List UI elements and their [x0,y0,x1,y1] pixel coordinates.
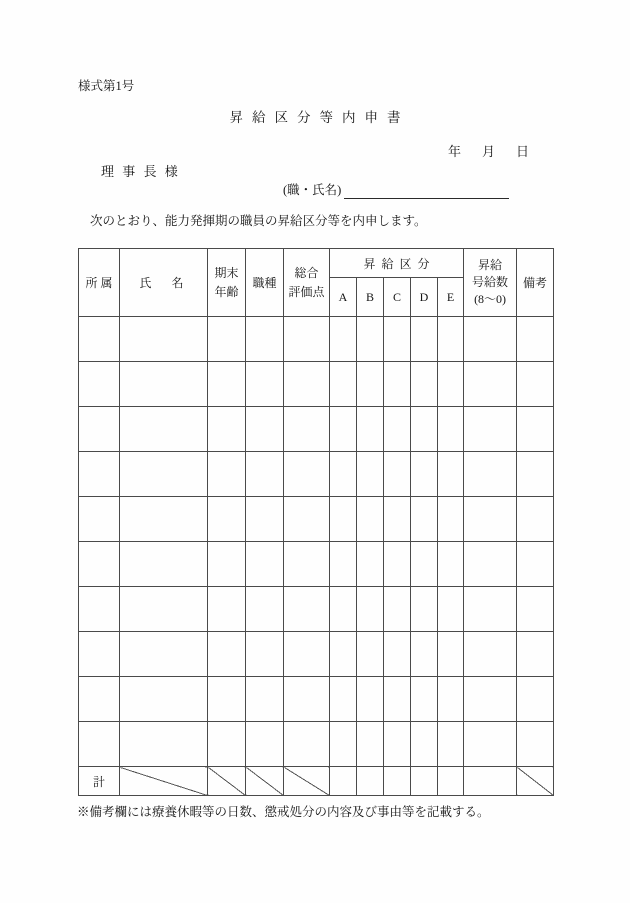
age-cell-empty [208,452,246,497]
grade-d-cell-empty [411,677,438,722]
affiliation-cell-empty [79,317,120,362]
total-age-cell-crossed [208,767,246,796]
grade-e-cell-empty [438,722,464,767]
date-line: 年 月 日 [448,144,534,159]
grade-d-cell-empty [411,452,438,497]
signature-underline [344,184,509,199]
name-cell-empty [120,677,208,722]
grade-a-cell-empty [330,407,357,452]
grade-c-cell-empty [384,632,411,677]
age-cell-empty [208,632,246,677]
affiliation-cell-empty [79,452,120,497]
steps-cell-empty [464,452,517,497]
grade-c-cell-empty [384,317,411,362]
steps-cell-empty [464,362,517,407]
grade-e-cell-empty [438,497,464,542]
grade-a-cell-empty [330,542,357,587]
name-cell-empty [120,362,208,407]
signature-label: (職・氏名) [283,183,342,197]
grade-a-cell-empty [330,722,357,767]
steps-cell-empty [464,317,517,362]
age-cell-empty [208,497,246,542]
total-grade-c-cell [384,767,411,796]
addressee: 理 事 長 様 [101,164,178,179]
grade-c-cell-empty [384,677,411,722]
remarks-cell-empty [517,497,554,542]
grade-b-cell-empty [357,632,384,677]
col-header-grade-a: A [330,278,357,317]
name-cell-empty [120,497,208,542]
jobtype-cell-empty [246,497,284,542]
score-cell-empty [284,587,330,632]
table-row [79,722,554,767]
jobtype-cell-empty [246,632,284,677]
remarks-cell-empty [517,362,554,407]
score-cell-empty [284,677,330,722]
total-grade-d-cell [411,767,438,796]
table-row [79,452,554,497]
total-grade-a-cell [330,767,357,796]
age-cell-empty [208,677,246,722]
col-header-affiliation: 所 属 [79,249,120,317]
total-steps-cell [464,767,517,796]
age-cell-empty [208,542,246,587]
table-row [79,317,554,362]
col-header-remarks: 備考 [517,249,554,317]
grade-b-cell-empty [357,452,384,497]
col-header-period-end-age: 期末 年齢 [208,249,246,317]
remarks-cell-empty [517,542,554,587]
col-header-raise-grade-group: 昇 給 区 分 [330,249,464,278]
grade-c-cell-empty [384,587,411,632]
table-row [79,497,554,542]
col-header-overall-score: 総合 評価点 [284,249,330,317]
steps-cell-empty [464,497,517,542]
remarks-cell-empty [517,722,554,767]
grade-b-cell-empty [357,722,384,767]
age-cell-empty [208,407,246,452]
score-cell-empty [284,407,330,452]
grade-d-cell-empty [411,362,438,407]
steps-cell-empty [464,587,517,632]
col-header-name: 氏 名 [120,249,208,317]
col-header-raise-steps: 昇給 号給数 (8〜0) [464,249,517,317]
grade-a-cell-empty [330,362,357,407]
jobtype-cell-empty [246,677,284,722]
grade-a-cell-empty [330,317,357,362]
total-jobtype-cell-crossed [246,767,284,796]
name-cell-empty [120,542,208,587]
remarks-cell-empty [517,407,554,452]
grade-a-cell-empty [330,587,357,632]
grade-e-cell-empty [438,407,464,452]
name-cell-empty [120,587,208,632]
grade-d-cell-empty [411,542,438,587]
col-header-grade-e: E [438,278,464,317]
table-body [79,317,554,767]
page-title: 昇給区分等内申書 [229,110,410,125]
total-grade-e-cell [438,767,464,796]
form-number: 様式第1号 [78,79,135,93]
grade-c-cell-empty [384,452,411,497]
score-cell-empty [284,542,330,587]
table-row [79,362,554,407]
jobtype-cell-empty [246,407,284,452]
affiliation-cell-empty [79,722,120,767]
table-row [79,632,554,677]
remarks-cell-empty [517,452,554,497]
grade-e-cell-empty [438,362,464,407]
grade-c-cell-empty [384,497,411,542]
grade-e-cell-empty [438,542,464,587]
grade-d-cell-empty [411,317,438,362]
affiliation-cell-empty [79,497,120,542]
col-header-grade-d: D [411,278,438,317]
remarks-cell-empty [517,317,554,362]
affiliation-cell-empty [79,407,120,452]
steps-cell-empty [464,722,517,767]
intro-text: 次のとおり、能力発揮期の職員の昇給区分等を内申します。 [90,214,427,228]
grade-d-cell-empty [411,722,438,767]
grade-c-cell-empty [384,407,411,452]
grade-e-cell-empty [438,677,464,722]
affiliation-cell-empty [79,362,120,407]
grade-e-cell-empty [438,317,464,362]
age-cell-empty [208,317,246,362]
table-header [79,249,554,317]
name-cell-empty [120,632,208,677]
score-cell-empty [284,452,330,497]
affiliation-cell-empty [79,542,120,587]
affiliation-cell-empty [79,587,120,632]
table-footer [79,767,554,796]
grade-d-cell-empty [411,407,438,452]
grade-e-cell-empty [438,587,464,632]
steps-cell-empty [464,677,517,722]
grade-d-cell-empty [411,497,438,542]
grade-b-cell-empty [357,317,384,362]
grade-a-cell-empty [330,632,357,677]
table-row [79,677,554,722]
col-header-job-type: 職種 [246,249,284,317]
age-cell-empty [208,362,246,407]
grade-a-cell-empty [330,677,357,722]
total-score-cell-crossed [284,767,330,796]
name-cell-empty [120,722,208,767]
footnote: ※備考欄には療養休暇等の日数、懲戒処分の内容及び事由等を記載する。 [77,805,490,819]
total-name-cell-crossed [120,767,208,796]
remarks-cell-empty [517,632,554,677]
age-cell-empty [208,587,246,632]
grade-d-cell-empty [411,632,438,677]
jobtype-cell-empty [246,542,284,587]
score-cell-empty [284,362,330,407]
grade-b-cell-empty [357,542,384,587]
jobtype-cell-empty [246,722,284,767]
total-label: 計 [79,767,120,796]
score-cell-empty [284,632,330,677]
total-row [79,767,554,796]
table-row [79,587,554,632]
grade-b-cell-empty [357,497,384,542]
affiliation-cell-empty [79,677,120,722]
jobtype-cell-empty [246,362,284,407]
score-cell-empty [284,722,330,767]
grade-b-cell-empty [357,677,384,722]
total-remarks-cell-crossed [517,767,554,796]
grade-c-cell-empty [384,542,411,587]
remarks-cell-empty [517,587,554,632]
grade-a-cell-empty [330,497,357,542]
grade-b-cell-empty [357,407,384,452]
remarks-cell-empty [517,677,554,722]
name-cell-empty [120,407,208,452]
grade-b-cell-empty [357,362,384,407]
table-row [79,542,554,587]
total-grade-b-cell [357,767,384,796]
score-cell-empty [284,497,330,542]
steps-cell-empty [464,632,517,677]
jobtype-cell-empty [246,452,284,497]
affiliation-cell-empty [79,632,120,677]
table-row [79,407,554,452]
grade-d-cell-empty [411,587,438,632]
jobtype-cell-empty [246,587,284,632]
name-cell-empty [120,452,208,497]
signature-line [283,183,509,199]
score-cell-empty [284,317,330,362]
name-cell-empty [120,317,208,362]
salary-grade-table [78,248,554,796]
grade-a-cell-empty [330,452,357,497]
grade-b-cell-empty [357,587,384,632]
grade-c-cell-empty [384,362,411,407]
age-cell-empty [208,722,246,767]
steps-cell-empty [464,407,517,452]
jobtype-cell-empty [246,317,284,362]
col-header-grade-b: B [357,278,384,317]
grade-c-cell-empty [384,722,411,767]
col-header-grade-c: C [384,278,411,317]
steps-cell-empty [464,542,517,587]
grade-e-cell-empty [438,452,464,497]
grade-e-cell-empty [438,632,464,677]
